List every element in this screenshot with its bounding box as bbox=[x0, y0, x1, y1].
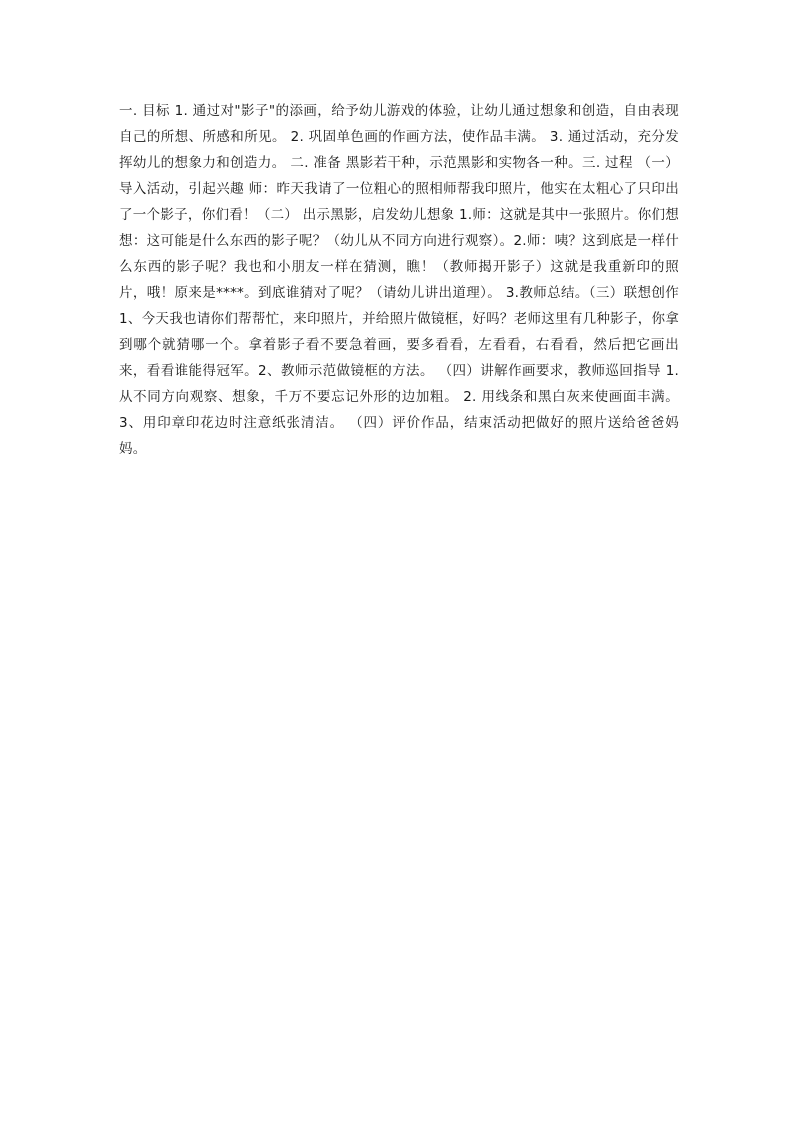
lesson-plan-paragraph: 一. 目标 1. 通过对"影子"的添画，给予幼儿游戏的体验，让幼儿通过想象和创造，自由表现自己的所想、所感和所见。 2. 巩固单色画的作画方法，使作品丰满。 3. 通过活动，充分发挥幼儿的想象力和创造力。 二. 准备 黑影若干种，示范黑影和实物各一种。三. 过程 （一）导入活动，引起兴趣 师：昨天我请了一位粗心的照相师帮我印照片，他实在太粗心了只印出了一个影子，你们看！（二） 出示黑影，启发幼儿想象 1.师：这就是其中一张照片。你们想想：这可能是什么东西的影子呢？（幼儿从不同方向进行观察）。2.师：咦？这到底是一样什么东西的影子呢？我也和小朋友一样在猜测，瞧！（教师揭开影子）这就是我重新印的照片，哦！原来是****。到底谁猜对了呢？（请幼儿讲出道理）。 3.教师总结。（三）联想创作 1、今天我也请你们帮帮忙，来印照片，并给照片做镜框，好吗？老师这里有几种影子，你拿到哪个就猜哪一个。拿着影子看不要急着画，要多看看，左看看，右看看，然后把它画出来，看看谁能得冠军。2、教师示范做镜框的方法。 （四）讲解作画要求，教师巡回指导 1. 从不同方向观察、想象，千万不要忘记外形的边加粗。 2. 用线条和黑白灰来使画面丰满。3、用印章印花边时注意纸张清洁。 （四）评价作品，结束活动把做好的照片送给爸爸妈妈。 bbox=[119, 103, 679, 457]
document-content bbox=[119, 98, 679, 462]
